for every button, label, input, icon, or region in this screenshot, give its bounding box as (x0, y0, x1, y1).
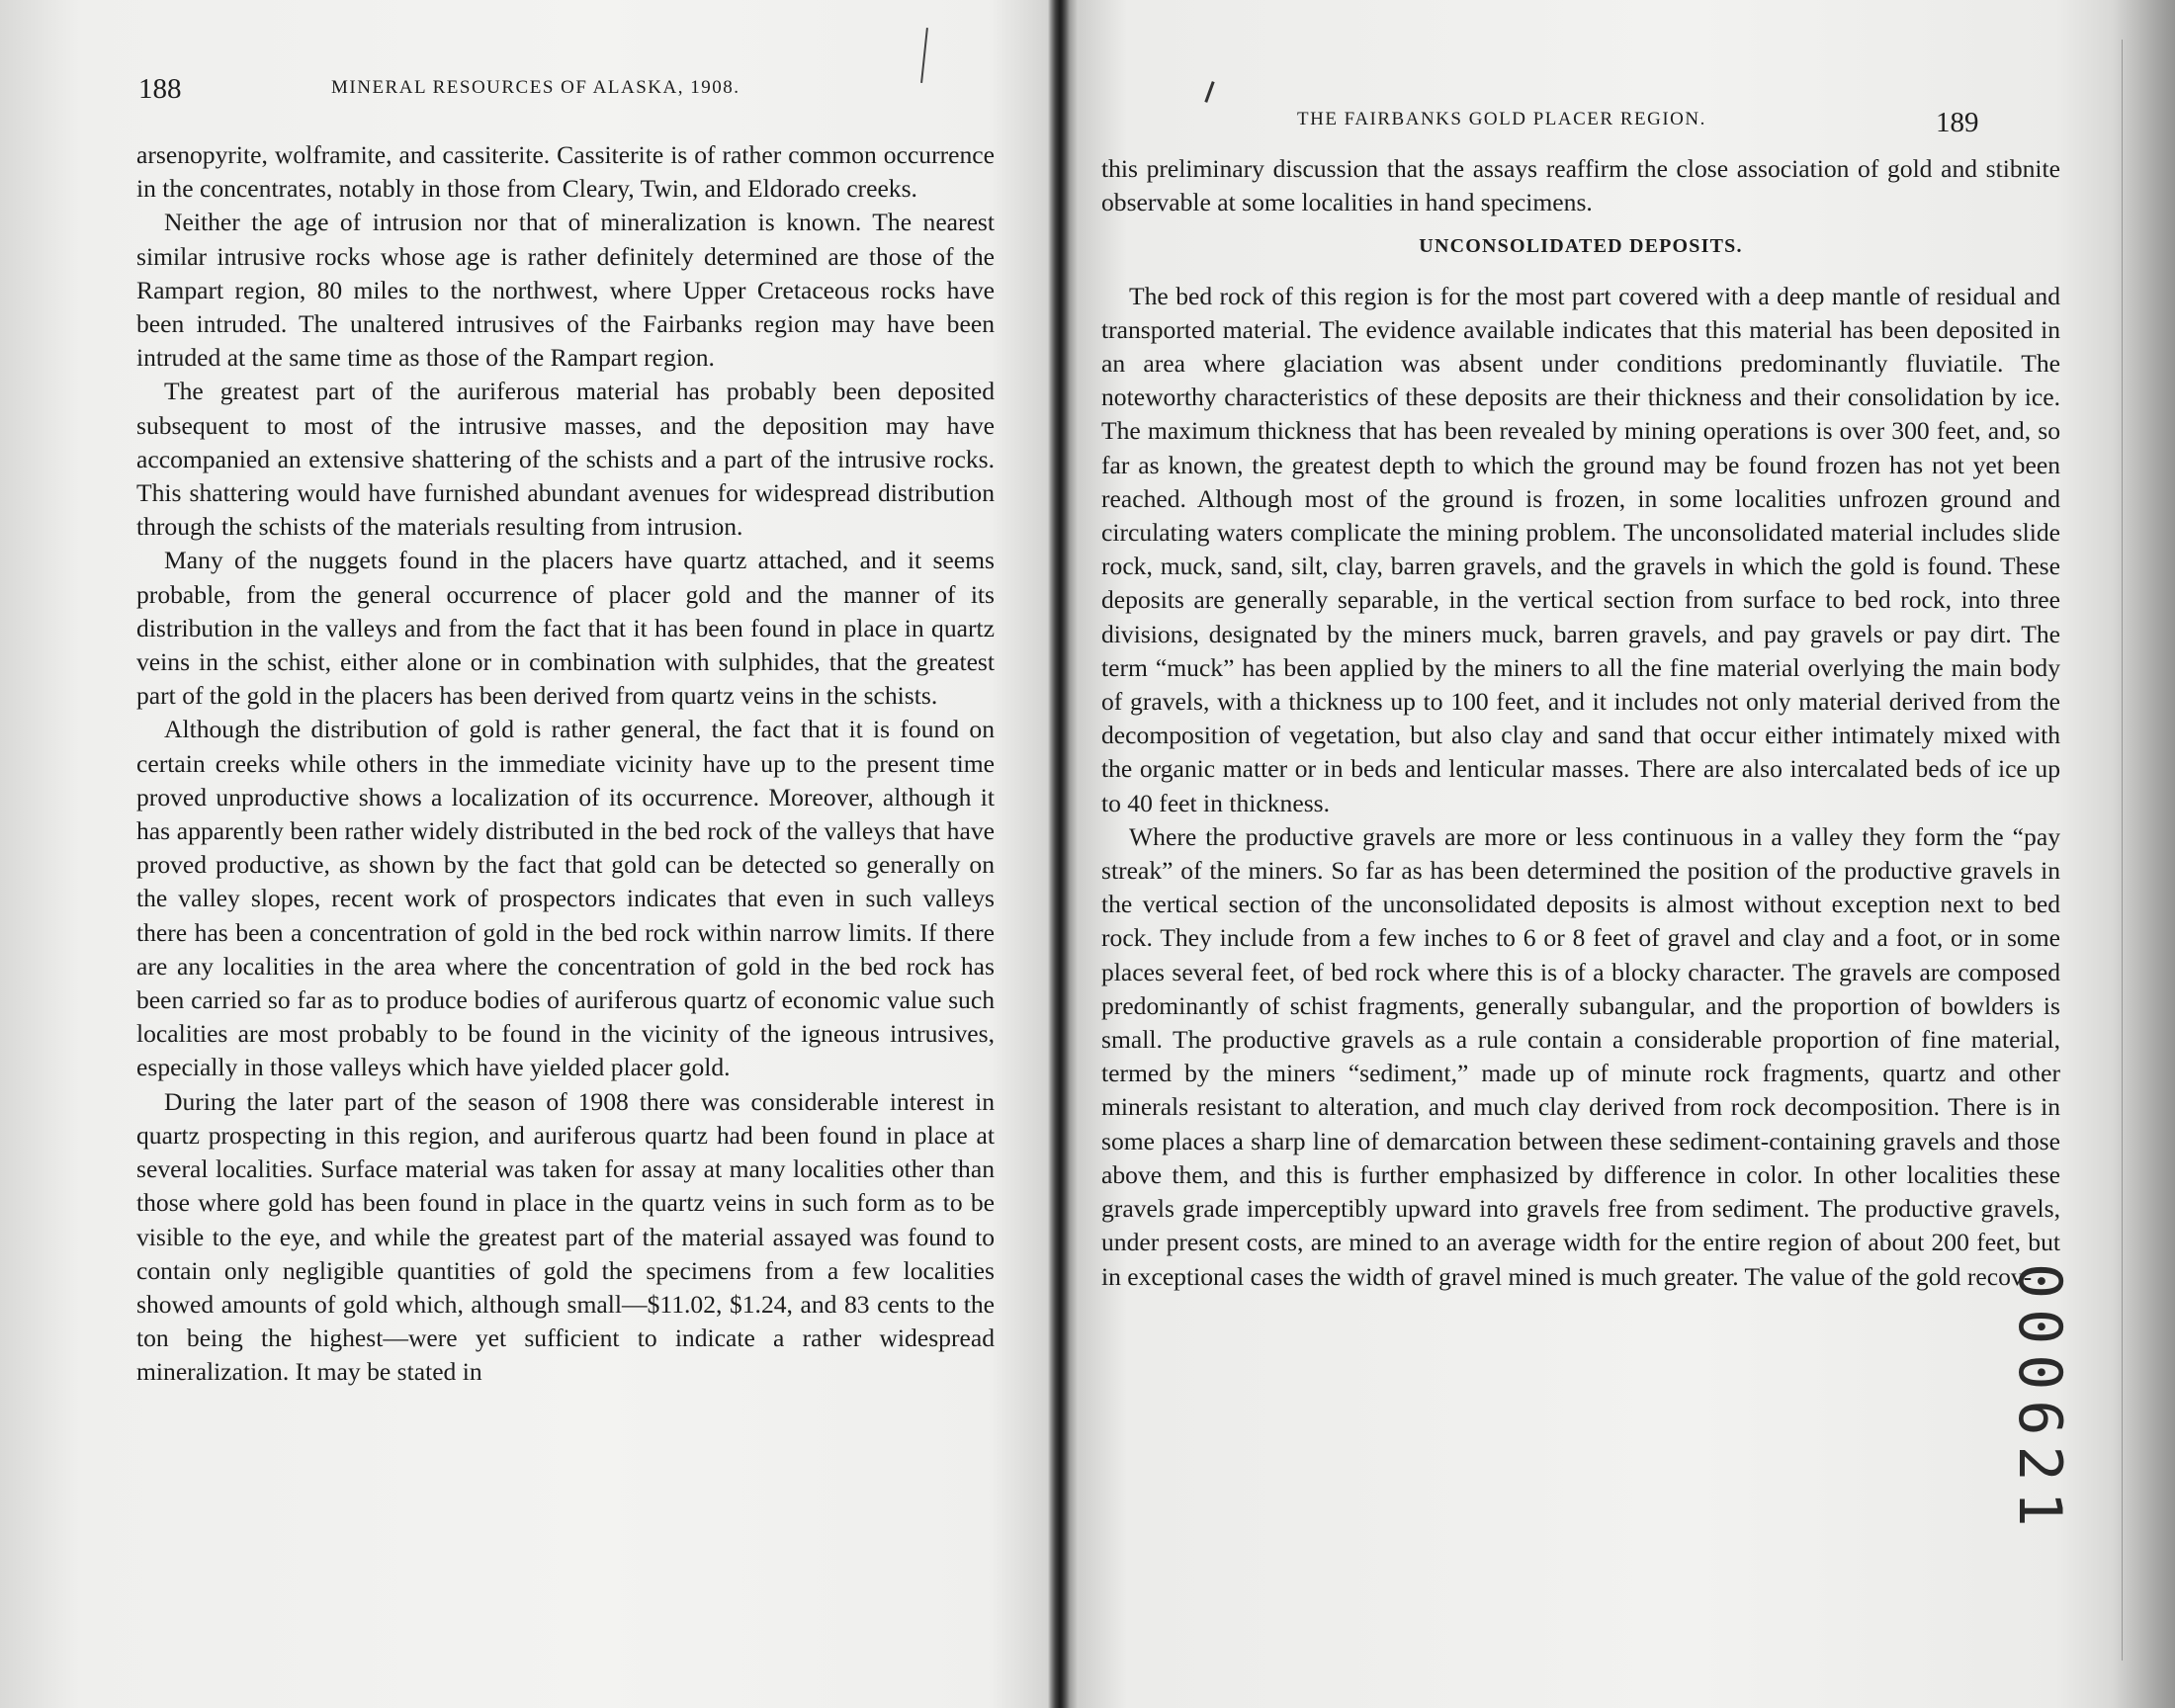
left-body-text (136, 138, 995, 1390)
section-heading: UNCONSOLIDATED DEPOSITS. (1419, 235, 1743, 258)
paragraph: this preliminary discussion that the assays reaffirm the close association of gold and stibnite observable at some localities in hand specimens. (1101, 154, 2060, 217)
right-body-text (1101, 152, 2060, 1294)
page-number: 188 (138, 73, 182, 105)
paragraph: The greatest part of the auriferous material has probably been deposited subsequent to most of the intrusive masses, and the deposition may have accompanied an extensive shattering of the schists and a part of the intrusive rocks. This shattering would have furnished abundant avenues for widespread distribution through the schists of the materials resulting from intrusion. (136, 377, 995, 542)
paragraph: Although the distribution of gold is rather general, the fact that it is found on certain creeks while others in the immediate vicinity have up to the present time proved unproductive shows a localization of its occurrence. Moreover, although it has apparently been rather widely distributed in the bed rock of the valleys that have proved productive, as shown by the fact that gold can be detected so generally on the valley slopes, recent work of prospectors indicates that even in such valleys there has been a concentration of gold in the bed rock within narrow limits. If there are any localities in the area where the concentration of gold in the bed rock has been carried so far as to produce bodies of auriferous quartz of economic value such localities are most probably to be found in the vicinity of the igneous intrusives, especially in those valleys which have yielded placer gold. (136, 715, 995, 1082)
running-head: THE FAIRBANKS GOLD PLACER REGION. (1297, 109, 1706, 129)
page-number: 189 (1936, 107, 1979, 138)
paragraph: During the later part of the season of 1908 there was considerable interest in quartz prospecting in this region, and auriferous quartz had been found in place at several localities. Surface material was taken for assay at many localities other than those where gold has been found in place in the quartz veins in such form as to be visible to the eye, and while the greatest part of the material assayed was found to contain only negligible quantities of gold the specimens from a few localities showed amounts of gold which, although small—$11.02, $1.24, and 83 cents to the ton being the highest—were yet sufficient to indicate a rather widespread mineralization. It may be stated in (136, 1086, 995, 1387)
paragraph: Many of the nuggets found in the placers have quartz attached, and it seems probable, from the general occurrence of placer gold and the manner of its distribution in the valleys and from the fact that it has been found in place in quartz veins in the schist, either alone or in combination with sulphides, that the greatest part of the gold in the placers has been derived from quartz veins in the schists. (136, 546, 995, 711)
paragraph: arsenopyrite, wolframite, and cassiterite. Cassiterite is of rather common occurrence in the concentrates, notably in those from Cleary, Twin, and Eldorado creeks. (136, 140, 995, 204)
archive-stamp-number: 000621 (2005, 1263, 2074, 1537)
left-page (0, 0, 1056, 1708)
paragraph: The bed rock of this region is for the most part covered with a deep mantle of residual and transported material. The evidence available indicates that this material has been deposited in an area where glaciation was absent under conditions predominantly fluviatile. The noteworthy characteristics of these deposits are their thickness and their consolidation by ice. The maximum thickness that has been revealed by mining operations is over 300 feet, and, so far as known, the greatest depth to which the ground may be found frozen has not yet been reached. Although most of the ground is frozen, in some localities unfrozen ground and circulating waters complicate the mining problem. The unconsolidated material includes slide rock, muck, sand, silt, clay, barren gravels, and the gravels in which the gold is found. These deposits are generally separable, in the vertical section from surface to bed rock, into three divisions, designated by the miners muck, barren gravels, and pay gravels or pay dirt. The term “muck” has been applied by the miners to all the fine material overlying the main body of gravels, with a thickness up to 100 feet, and it includes not only material derived from the decomposition of vegetation, but also clay and sand that occur either intimately mixed with the organic matter or in beds and lenticular masses. There are also intercalated beds of ice up to 40 feet in thickness. (1101, 281, 2060, 817)
paragraph: Neither the age of intrusion nor that of mineralization is known. The nearest similar intrusive rocks whose age is rather definitely determined are those of the Rampart region, 80 miles to the northwest, where Upper Cretaceous rocks have been intruded. The unaltered intrusives of the Fairbanks region may have been intruded at the same time as those of the Rampart region. (136, 208, 995, 373)
running-head: MINERAL RESOURCES OF ALASKA, 1908. (331, 77, 740, 98)
page-edge-line (2122, 40, 2123, 1661)
paragraph: Where the productive gravels are more or less continuous in a valley they form the “pay streak” of the miners. So far as has been determined the position of the productive gravels in the vertical section of the unconsolidated deposits is almost without exception next to bed rock. They include from a few inches to 6 or 8 feet of gravel and clay and a foot, or in some places several feet, of bed rock where this is of a blocky character. The gravels are composed predominantly of schist fragments, generally subangular, and the proportion of bowlders is small. The productive gravels as a rule contain a considerable proportion of fine material, termed by the miners “sediment,” made up of minute rock fragments, quartz and other minerals resistant to alteration, and much clay derived from rock decomposition. There is in some places a sharp line of demarcation between these sediment-containing gravels and those above them, and this is further emphasized by difference in color. In other localities these gravels grade imperceptibly upward into gravels free from sediment. The productive gravels, under present costs, are mined to an average width for the entire region of about 200 feet, but in exceptional cases the width of gravel mined is much greater. The value of the gold recov- (1101, 821, 2060, 1291)
